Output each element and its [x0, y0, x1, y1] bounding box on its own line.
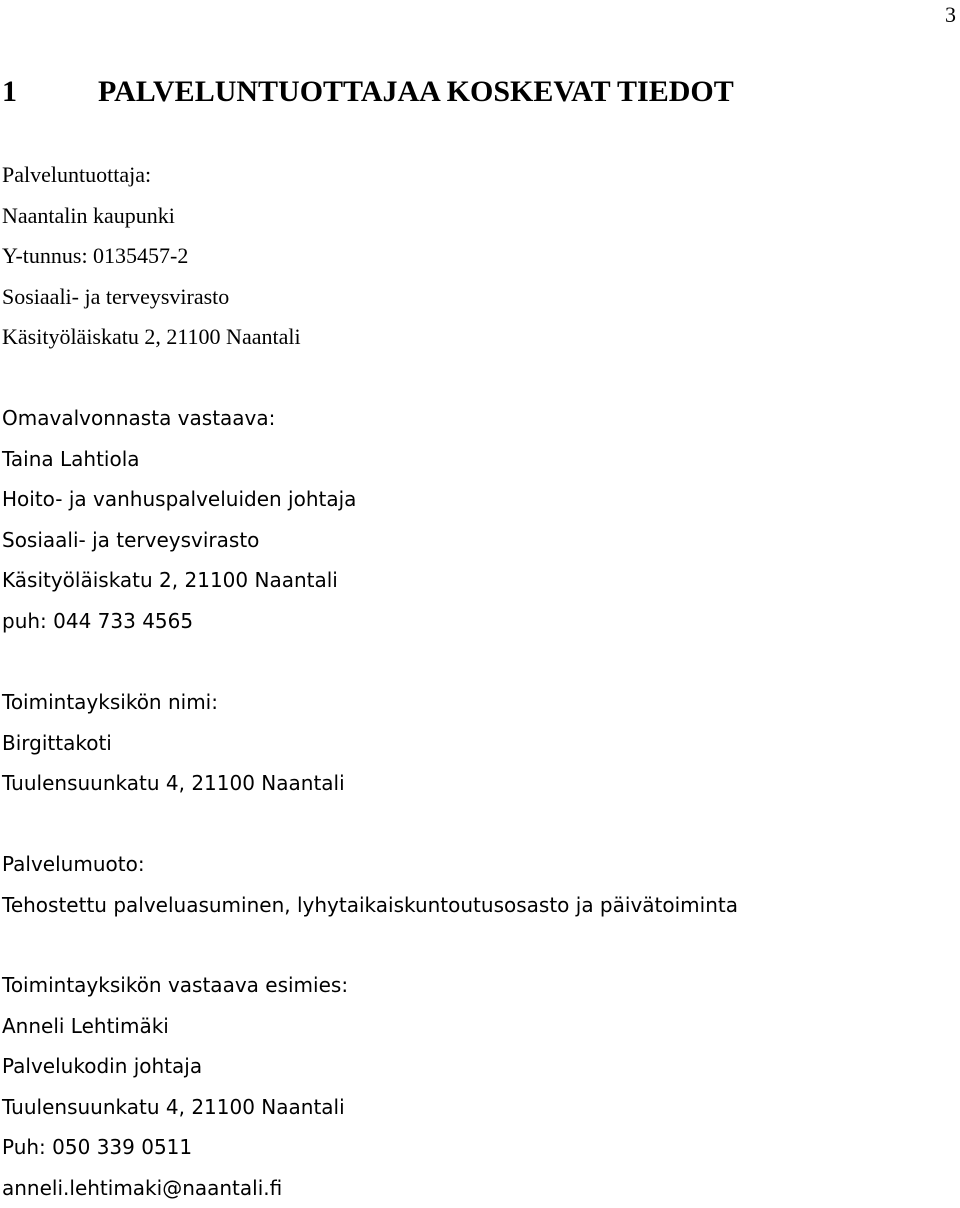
provider-block: [2, 155, 301, 358]
unit-manager-line: Anneli Lehtimäki: [2, 1006, 348, 1047]
provider-line: Käsityöläiskatu 2, 21100 Naantali: [2, 317, 301, 358]
unit-manager-line: Palvelukodin johtaja: [2, 1046, 348, 1087]
section-number: 1: [0, 70, 98, 114]
provider-line: Sosiaali- ja terveysvirasto: [2, 277, 301, 318]
responsible-line: Käsityöläiskatu 2, 21100 Naantali: [2, 560, 356, 601]
responsible-line: Sosiaali- ja terveysvirasto: [2, 520, 356, 561]
service-form-label: Palvelumuoto:: [2, 844, 738, 885]
service-form-block: [2, 844, 738, 925]
unit-manager-label: Toimintayksikön vastaava esimies:: [2, 965, 348, 1006]
unit-manager-line: Tuulensuunkatu 4, 21100 Naantali: [2, 1087, 348, 1128]
unit-manager-block: [2, 965, 348, 1208]
provider-line: Naantalin kaupunki: [2, 196, 301, 237]
service-form-line: Tehostettu palveluasuminen, lyhytaikaiskuntoutusosasto ja päivätoiminta: [2, 885, 738, 926]
section-title: PALVELUNTUOTTAJAA KOSKEVAT TIEDOT: [98, 75, 734, 108]
unit-manager-email: anneli.lehtimaki@naantali.fi: [2, 1168, 348, 1208]
unit-line: Birgittakoti: [2, 723, 345, 764]
provider-label: Palveluntuottaja:: [2, 155, 301, 196]
responsible-block: [2, 398, 356, 641]
unit-block: [2, 682, 345, 804]
unit-label: Toimintayksikön nimi:: [2, 682, 345, 723]
unit-line: Tuulensuunkatu 4, 21100 Naantali: [2, 763, 345, 804]
responsible-line: Hoito- ja vanhuspalveluiden johtaja: [2, 479, 356, 520]
provider-line: Y-tunnus: 0135457-2: [2, 236, 301, 277]
section-heading: [0, 70, 734, 114]
unit-manager-line: Puh: 050 339 0511: [2, 1127, 348, 1168]
responsible-label: Omavalvonnasta vastaava:: [2, 398, 356, 439]
responsible-line: puh: 044 733 4565: [2, 601, 356, 642]
responsible-line: Taina Lahtiola: [2, 439, 356, 480]
page-number: 3: [945, 0, 956, 30]
